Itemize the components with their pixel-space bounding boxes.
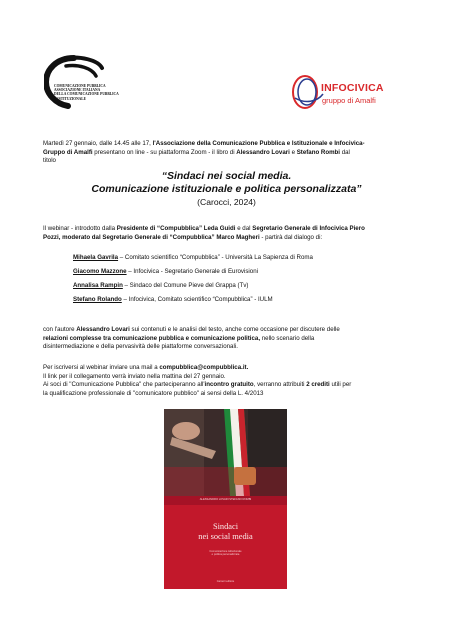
book-title-line1: “Sindaci nei social media.: [161, 170, 292, 182]
book-cover-image: [164, 409, 287, 589]
book-title-line2: Comunicazione istituzionale e politica personalizzata”: [91, 183, 362, 195]
signup-paragraph: Per iscriversi al webinar inviare una mail a compubblica@compubblica.it. Il link per il collegamento verrà inviato nella mattina del 27 gennaio. Ai soci di "Comunicazione Pubblica" che parteciperanno all'incontro gratuito, verranno attribuiti 2 crediti utili per la qualificazione professionale di "comunicatore pubblico" ai sensi della L. 4/2013: [43, 364, 352, 397]
cover-subtitle: Comunicazione istituzionale e politica personalizzata: [209, 550, 242, 557]
webinar-paragraph: Il webinar - introdotto dalla Presidente di “Compubblica” Leda Guidi e dal Segretario Generale di Infocivica Piero Pozzi, moderato dal Segretario Generale di “Compubblica” Marco Magheri - partirà dal dialogo di:: [43, 225, 365, 241]
speaker-item: Stefano Rolando – Infocivica, Comitato scientifico “Compubblica” - IULM: [73, 296, 273, 303]
intro-paragraph: Martedì 27 gennaio, dalle 14.45 alle 17, l'Associazione della Comunicazione Pubblica e Istituzionale e Infocivica- Gruppo di Amalfi presentano on line - su piattaforma Zoom - il libro di Alessandro Lovari e Stefano Rombi dal titolo: [43, 140, 365, 165]
cover-title: Sindaci nei social media: [198, 522, 253, 541]
mayor-sash-photo: [164, 409, 287, 496]
book-publisher: (Carocci, 2024): [197, 197, 256, 207]
cover-publisher: Carocci editore: [216, 580, 235, 583]
discussion-paragraph: con l'autore Alessandro Lovari sui contenuti e le analisi del testo, anche come occasione per discutere delle relazioni complesse tra comunicazione pubblica e comunicazione politica, nello scenario della disintermediazione e della pervasività delle piattaforme conversazionali.: [43, 326, 340, 351]
signup-email[interactable]: compubblica@compubblica.it.: [159, 364, 249, 371]
compubblica-logo-text: COMUNICAZIONE PUBBLICA ASSOCIAZIONE ITALIANA DELLA COMUNICAZIONE PUBBLICA E ISTITUZIONALE: [54, 84, 119, 101]
speaker-item: Mihaela Gavrila – Comitato scientifico “Compubblica” - Università La Sapienza di Roma: [73, 254, 313, 261]
cover-authors: ALESSANDRO LOVARI STEFANO ROMBI: [199, 498, 252, 501]
speaker-item: Annalisa Rampin – Sindaco del Comune Pieve del Grappa (Tv): [73, 282, 249, 289]
infocivica-logo-subtitle: gruppo di Amalfi: [322, 96, 376, 105]
infocivica-logo-name: INFOCIVICA: [321, 82, 384, 94]
speaker-item: Giacomo Mazzone – Infocivica - Segretario Generale di Eurovisioni: [73, 268, 258, 275]
